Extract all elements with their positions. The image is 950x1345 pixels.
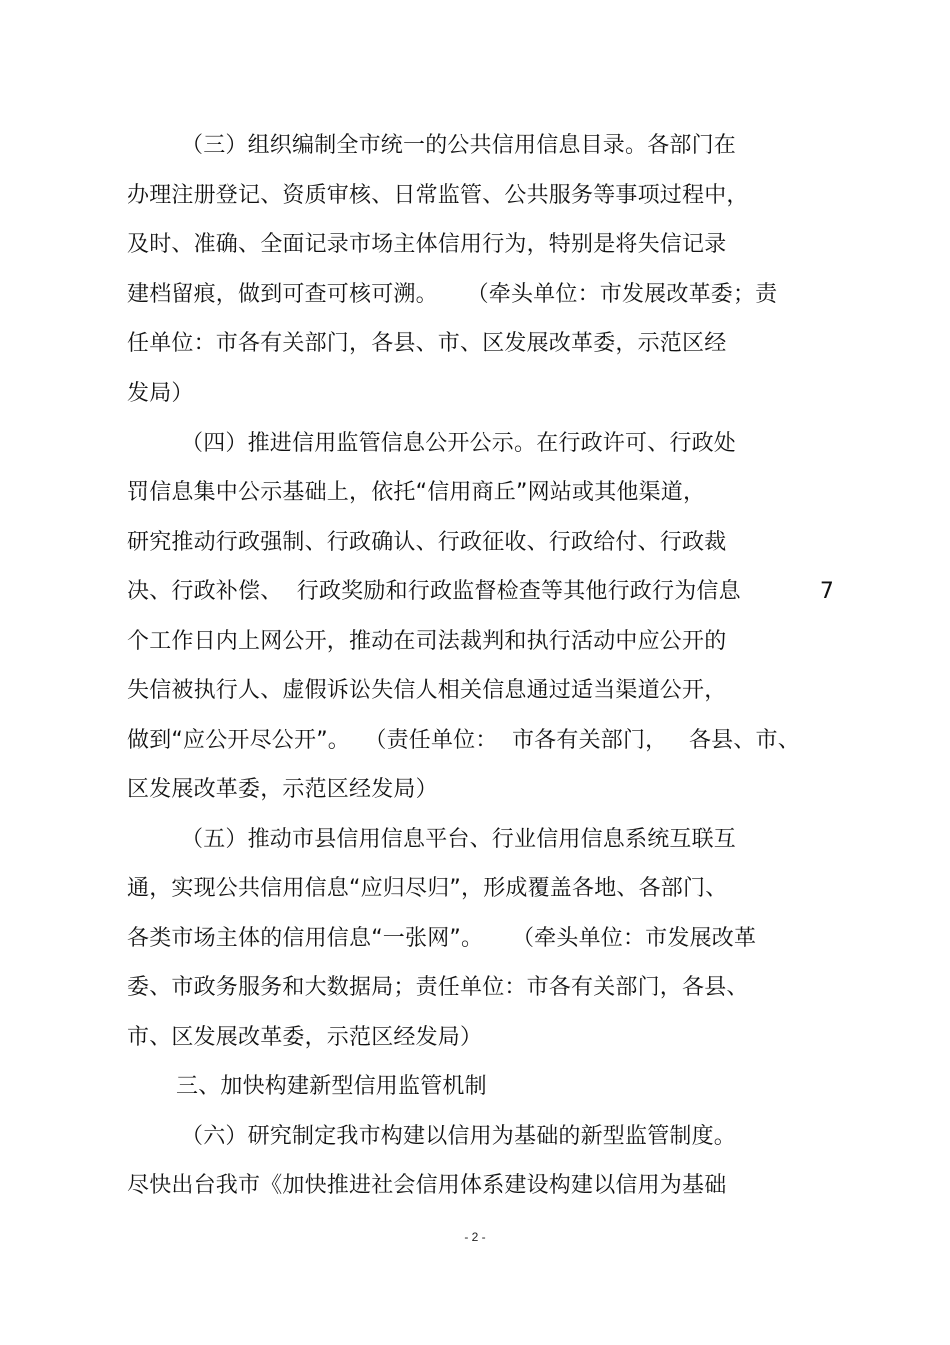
section-heading: 三、加快构建新型信用监管机制 (176, 1074, 487, 1099)
text-line-8: 罚信息集中公示基础上，依托“信用商丘”网站或其他渠道， (127, 480, 706, 505)
text-line-16: 通，实现公共信用信息“应归尽归”，形成覆盖各地、各部门、 (127, 876, 728, 901)
text-line-11: 个工作日内上网公开，推动在司法裁判和执行活动中应公开的 (127, 629, 727, 654)
text-line-17: 各类市场主体的信用信息“一张网”。 （牵头单位：市发展改革 (127, 926, 757, 951)
text-line-15: （五）推动市县信用信息平台、行业信用信息系统互联互 (181, 827, 737, 852)
text-line-6: 发局） (127, 381, 194, 406)
text-line-18: 委、市政务服务和大数据局；责任单位：市各有关部门，各县、 (127, 975, 749, 1000)
text-line-5: 任单位：市各有关部门，各县、市、区发展改革委，示范区经 (127, 331, 727, 356)
text-line-19: 市、区发展改革委，示范区经发局） (127, 1025, 483, 1050)
text-line-1: （三）组织编制全市统一的公共信用信息目录。各部门在 (181, 133, 737, 158)
text-line-22: 尽快出台我市《加快推进社会信用体系建设构建以信用为基础 (127, 1173, 727, 1198)
page-number: - 2 - (464, 1230, 486, 1244)
text-line-21: （六）研究制定我市构建以信用为基础的新型监管制度。 (181, 1124, 737, 1149)
text-line-4: 建档留痕，做到可查可核可溯。 （牵头单位：市发展改革委；责 (127, 282, 778, 307)
text-line-3: 及时、准确、全面记录市场主体信用行为，特别是将失信记录 (127, 232, 727, 257)
text-line-9: 研究推动行政强制、行政确认、行政征收、行政给付、行政裁 (127, 530, 727, 555)
text-line-2: 办理注册登记、资质审核、日常监管、公共服务等事项过程中， (127, 183, 749, 208)
text-line-12: 失信被执行人、虚假诉讼失信人相关信息通过适当渠道公开， (127, 678, 727, 703)
text-line-14: 区发展改革委，示范区经发局） (127, 777, 438, 802)
text-line-13: 做到“应公开尽公开”。 （责任单位： 市各有关部门， 各县、市、 (127, 728, 800, 753)
text-line-10: 决、行政补偿、 行政奖励和行政监督检查等其他行政行为信息 7 (127, 579, 835, 604)
text-line-7: （四）推进信用监管信息公开公示。在行政许可、行政处 (181, 431, 737, 456)
